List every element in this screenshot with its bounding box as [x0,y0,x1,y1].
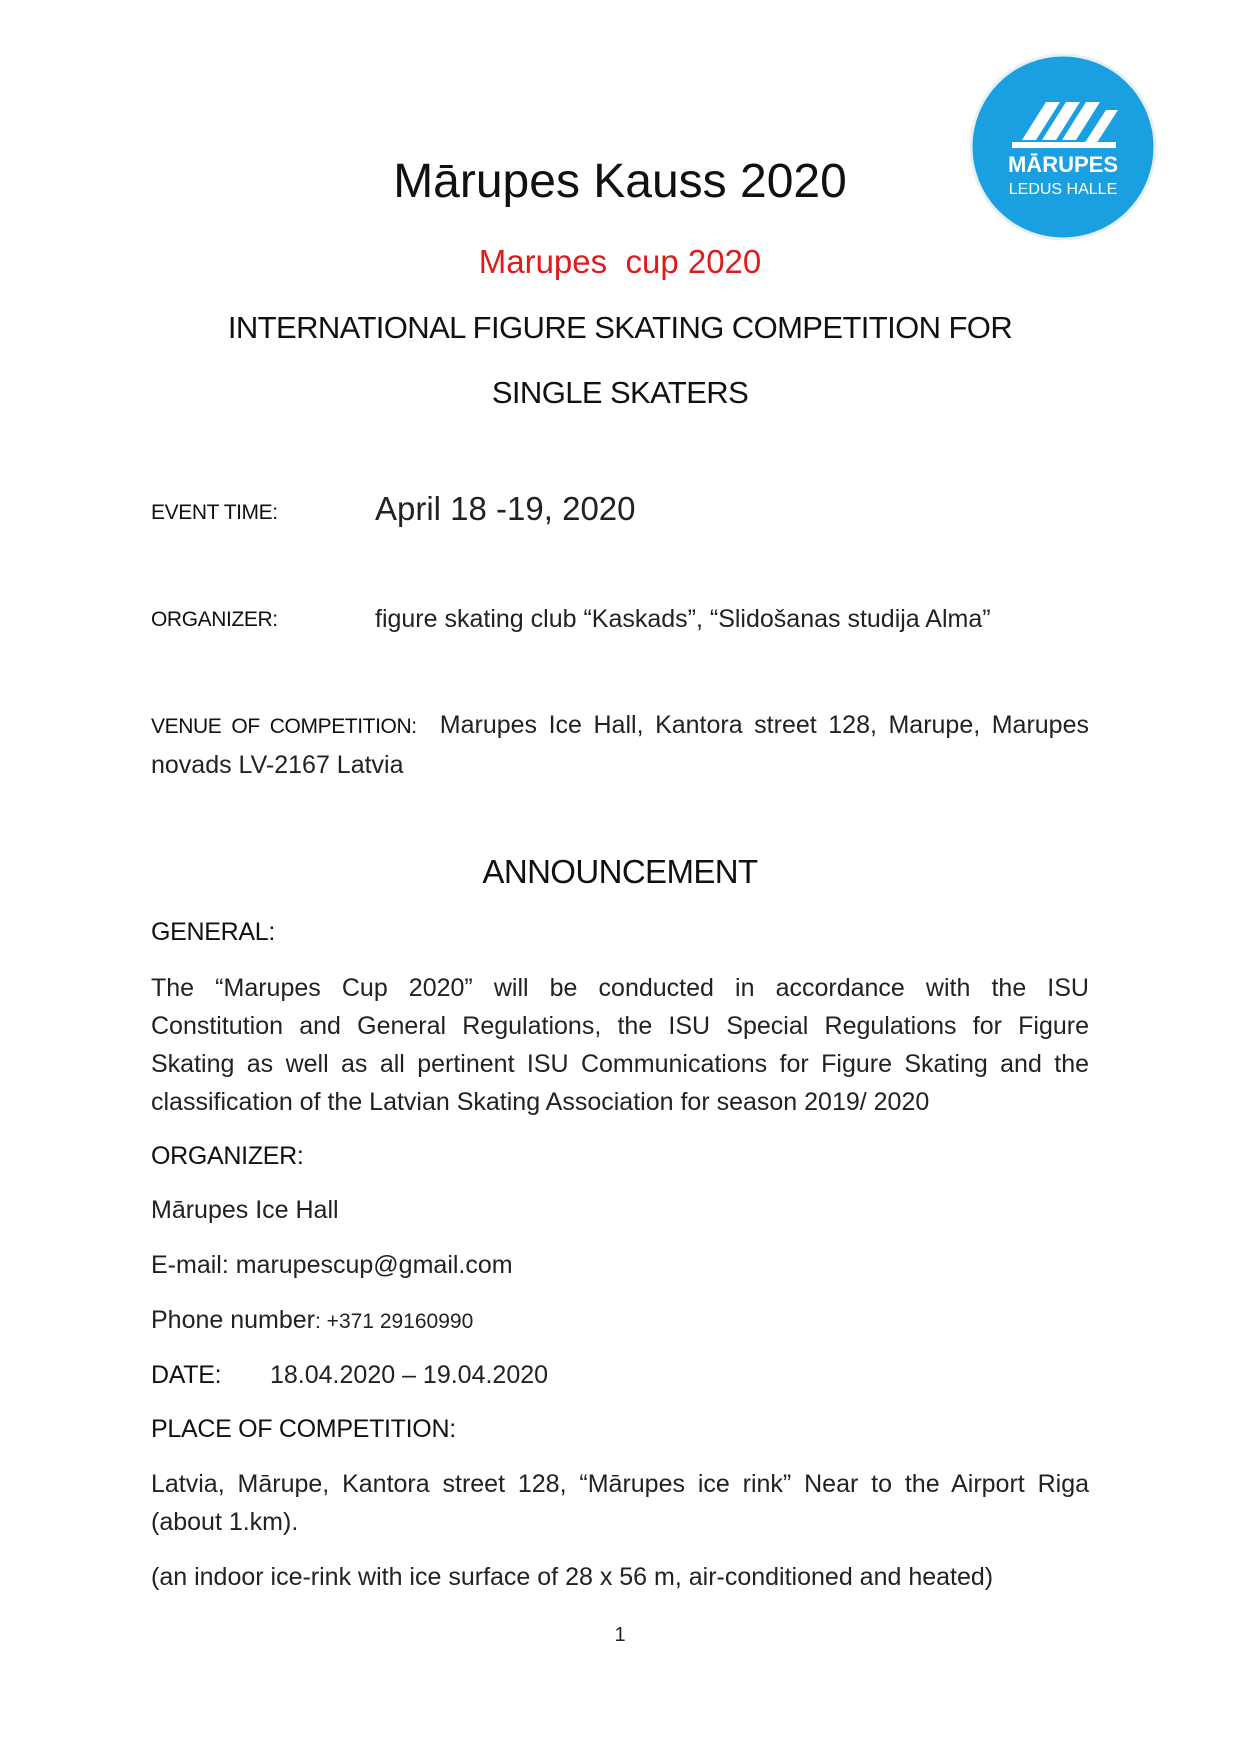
venue-paragraph [151,706,1089,784]
logo-emblem-icon [968,52,1158,242]
place-paragraph [151,1465,1089,1541]
date-row [151,1358,549,1392]
event-time-value: April 18 -19, 2020 [375,490,636,527]
general-line: The “Marupes Cup 2020” will be conducted in accordance with the ISU [151,974,1089,1002]
marupes-ice-hall-logo [968,52,1158,242]
page-number: 1 [614,1624,626,1646]
place-line: Latvia, Mārupe, Kantora street 128, “Mārupes ice rink” Near to the Airport Riga [151,1470,1089,1498]
general-heading: GENERAL: [151,918,276,946]
organizer-value: figure skating club “Kaskads”, “Slidošanas studija Alma” [375,605,991,633]
announcement-heading: ANNOUNCEMENT [482,853,758,890]
logo-text-line1: MĀRUPES [1007,152,1119,177]
organizer-phone [151,1303,473,1339]
competition-heading-line2: SINGLE SKATERS [491,375,749,410]
general-line: Skating as well as all pertinent ISU Communications for Figure Skating and the [151,1050,1089,1078]
place-heading: PLACE OF COMPETITION: [151,1415,456,1443]
general-line: Constitution and General Regulations, the ISU Special Regulations for Figure [151,1012,1089,1040]
venue-colon: : [411,715,417,738]
organizer-name: Mārupes Ice Hall [151,1196,339,1224]
organizer-heading: ORGANIZER: [151,1142,304,1170]
organizer-label: ORGANIZER: [151,608,278,631]
phone-value: : +371 29160990 [315,1310,474,1333]
organizer-email: E-mail: marupescup@gmail.com [151,1251,513,1279]
event-time-label: EVENT TIME: [151,501,278,524]
venue-value: Marupes Ice Hall, Kantora street 128, Marupe, Marupes novads LV-2167 Latvia [151,711,1089,779]
general-line: classification of the Latvian Skating Association for season 2019/ 2020 [151,1088,930,1116]
page-subtitle: Marupes cup 2020 [478,243,762,280]
logo-text-line2: LEDUS HALLE [1008,181,1118,198]
phone-label: Phone number [151,1306,316,1334]
place-line: (about 1.km). [151,1508,299,1536]
general-paragraph [151,969,1089,1121]
page-title: Mārupes Kauss 2020 [393,155,847,208]
competition-heading-line1: INTERNATIONAL FIGURE SKATING COMPETITION FOR [227,310,1013,345]
place-note: (an indoor ice-rink with ice surface of 28 x 56 m, air-conditioned and heated) [151,1563,994,1591]
date-label: DATE: [151,1361,222,1389]
venue-label: VENUE OF COMPETITION [151,715,412,738]
date-value: 18.04.2020 – 19.04.2020 [270,1361,549,1389]
